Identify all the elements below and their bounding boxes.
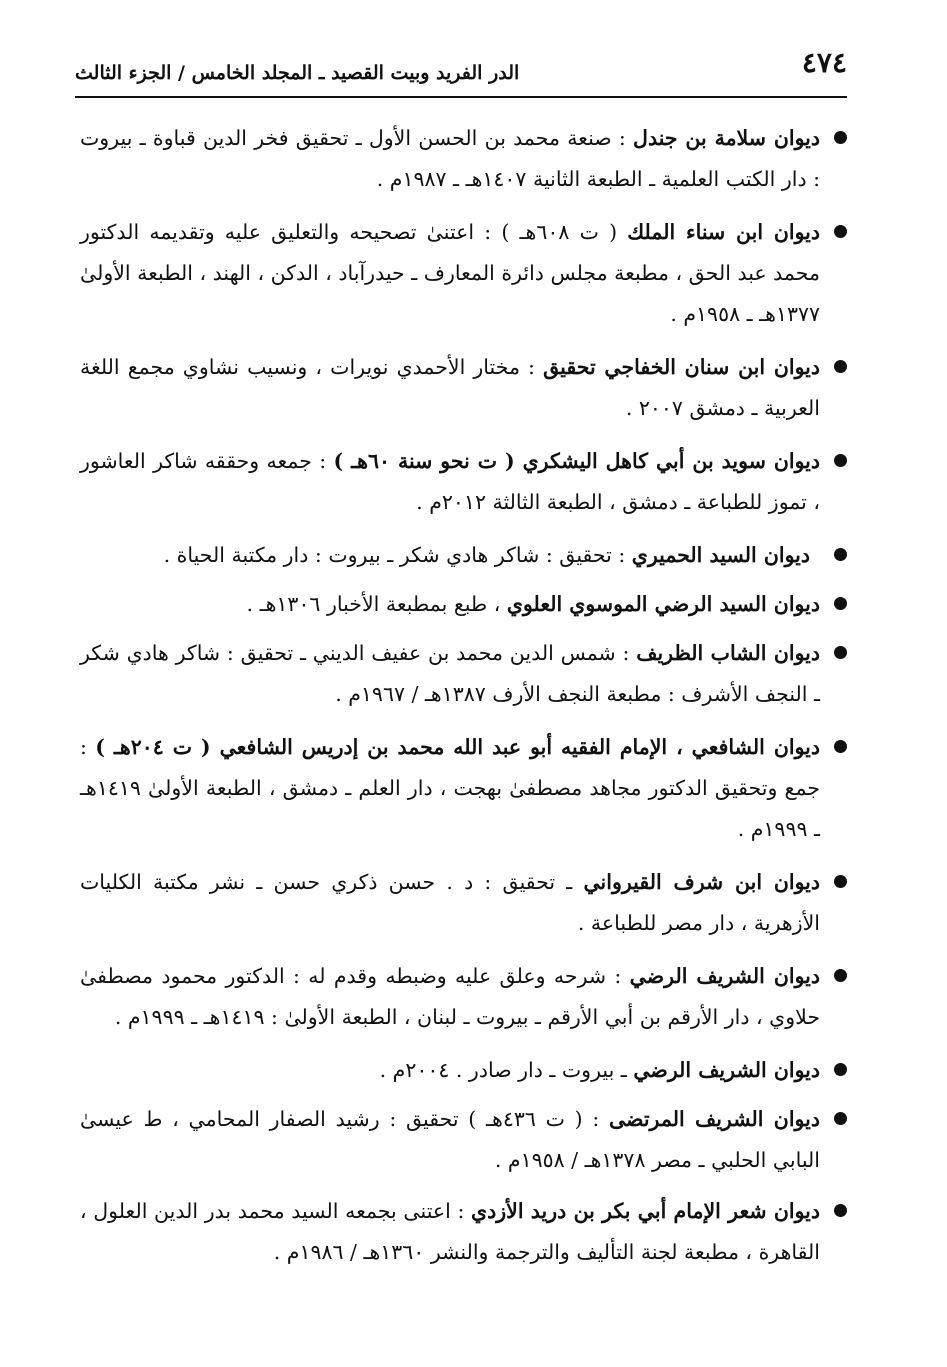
bibliography-entry — [80, 441, 850, 523]
entry-text: : شمس الدين محمد بن عفيف الديني ـ تحقيق : شاكر هادي شكر ـ النجف الأشرف : مطبعة النجف الأرف ١٣٨٧هـ / ١٩٦٧م . — [80, 641, 820, 706]
bullet-icon — [834, 597, 847, 610]
entry-title: ديوان الشاب الظريف — [636, 641, 821, 665]
entry-title: ديوان ابن شرف القيرواني — [583, 870, 820, 894]
entry-text: : جمعه وحققه شاكر العاشور ، تموز للطباعة ـ دمشق ، الطبعة الثالثة ٢٠١٢م . — [80, 449, 820, 514]
bibliography-entry — [80, 347, 850, 429]
running-title: الدر الفريد وبيت القصيد ـ المجلد الخامس / الجزء الثالث — [75, 62, 520, 84]
entry-title: ديوان الشريف المرتضى — [608, 1107, 820, 1131]
entry-title: ديوان السيد الرضي الموسوي العلوي — [506, 592, 820, 616]
bibliography-entry — [80, 584, 850, 625]
entry-title: ديوان سلامة بن جندل — [633, 126, 820, 150]
entry-text: : شرحه وعلق عليه وضبطه وقدم له : الدكتور محمود مصطفىٰ حلاوي ، دار الأرقم بن أبي الأرقم ـ بيروت ـ لبنان ، الطبعة الأولىٰ : ١٤١٩هـ ـ ١٩٩٩م . — [80, 964, 820, 1029]
bullet-icon — [834, 646, 847, 659]
entry-text: : اعتنى بجمعه السيد محمد بدر الدين العلول ، القاهرة ، مطبعة لجنة التأليف والترجمة والنشر ١٣٦٠هـ / ١٩٨٦م . — [80, 1199, 820, 1264]
bullet-icon — [834, 1112, 847, 1125]
entry-title: ديوان سويد بن أبي كاهل اليشكري ( ت نحو سنة ٦٠هـ ) — [333, 449, 820, 473]
page-number: ٤٧٤ — [801, 46, 847, 79]
entry-title: ديوان الشريف الرضي — [633, 1058, 820, 1082]
bullet-icon — [834, 225, 847, 238]
bullet-icon — [834, 875, 847, 888]
bibliography-entry — [80, 118, 850, 200]
entry-text: ( ت ٦٠٨هـ ) : اعتنىٰ تصحيحه والتعليق عليه وتقديمه الدكتور محمد عبد الحق ، مطبعة مجلس دائرة المعارف ـ حيدرآباد ، الدكن ، الهند ، الطبعة الأولىٰ ١٣٧٧هـ ـ ١٩٥٨م . — [80, 220, 820, 326]
entry-title: ديوان السيد الحميري — [631, 543, 810, 567]
bibliography-entry — [80, 633, 850, 715]
entry-text: : جمع وتحقيق الدكتور مجاهد مصطفىٰ بهجت ، دار العلم ـ دمشق ، الطبعة الأولىٰ ١٤١٩هـ ـ ١٩٩٩م . — [80, 735, 820, 841]
bibliography-list — [80, 118, 850, 1273]
bullet-icon — [834, 131, 847, 144]
bibliography-entry — [80, 1099, 850, 1181]
entry-text: : تحقيق : شاكر هادي شكر ـ بيروت : دار مكتبة الحياة . — [163, 543, 632, 567]
entry-text: ـ تحقيق : د . حسن ذكري حسن ـ نشر مكتبة الكليات الأزهرية ، دار مصر للطباعة . — [80, 870, 820, 935]
entry-text: ، طبع بمطبعة الأخبار ١٣٠٦هـ . — [246, 592, 507, 616]
bibliography-entry — [80, 535, 850, 576]
entry-title: ديوان شعر الإمام أبي بكر بن دريد الأزدي — [471, 1199, 820, 1223]
entry-text: ـ بيروت ـ دار صادر . ٢٠٠٤م . — [379, 1058, 634, 1082]
bullet-icon — [834, 1204, 847, 1217]
entry-title: ديوان الشريف الرضي — [629, 964, 820, 988]
entry-text: : ( ت ٤٣٦هـ ) تحقيق : رشيد الصفار المحامي ، ط عيسىٰ البابي الحلبي ـ مصر ١٣٧٨هـ / ١٩٥٨م . — [80, 1107, 820, 1172]
bibliography-entry — [80, 727, 850, 850]
entry-title: ديوان ابن سناء الملك — [627, 220, 820, 244]
page-header — [75, 44, 847, 98]
bibliography-entry — [80, 956, 850, 1038]
bullet-icon — [834, 454, 847, 467]
bullet-icon — [834, 1063, 847, 1076]
entry-title: ديوان الشافعي ، الإمام الفقيه أبو عبد الله محمد بن إدريس الشافعي ( ت ٢٠٤هـ ) — [95, 735, 820, 759]
bibliography-entry — [80, 862, 850, 944]
bibliography-entry — [80, 212, 850, 335]
bullet-icon — [834, 360, 847, 373]
entry-text: : مختار الأحمدي نويرات ، ونسيب نشاوي مجمع اللغة العربية ـ دمشق ٢٠٠٧ . — [80, 355, 820, 420]
bibliography-entry — [80, 1191, 850, 1273]
bibliography-entry — [80, 1050, 850, 1091]
entry-text: : صنعة محمد بن الحسن الأول ـ تحقيق فخر الدين قباوة ـ بيروت : دار الكتب العلمية ـ الطبعة الثانية ١٤٠٧هـ ـ ١٩٨٧م . — [80, 126, 820, 191]
bullet-icon — [834, 740, 847, 753]
entry-title: ديوان ابن سنان الخفاجي تحقيق — [543, 355, 820, 379]
bullet-icon — [834, 548, 847, 561]
bullet-icon — [834, 969, 847, 982]
